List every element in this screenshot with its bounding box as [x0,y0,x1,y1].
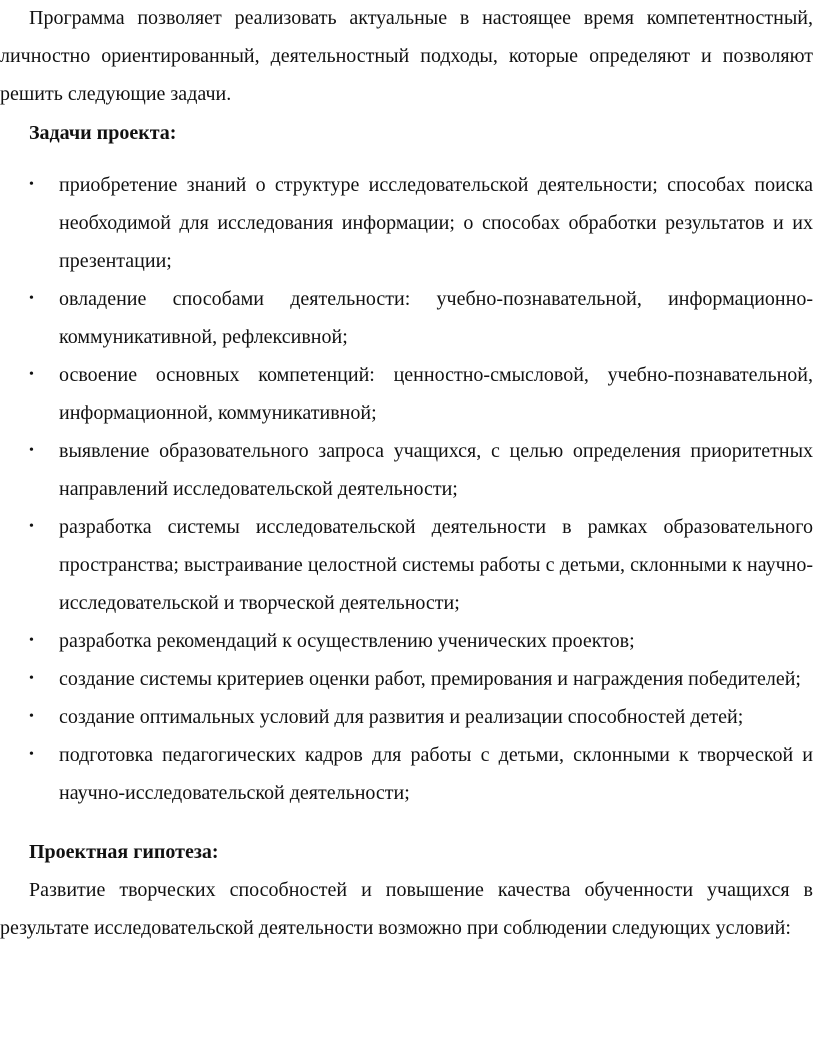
bullet-icon: • [29,291,34,306]
list-item-text: приобретение знаний о структуре исследовательской деятельности; способах поиска необходимой для исследования информации; о способах обработки результатов и их презентации; [59,174,813,272]
list-item [0,660,816,698]
list-item-text: овладение способами деятельности: учебно-познавательной, информационно-коммуникативной, рефлексивной; [59,288,813,348]
tasks-heading: Задачи проекта: [29,122,177,144]
list-item-text: разработка системы исследовательской деятельности в рамках образовательного пространства; выстраивание целостной системы работы с детьми, склонными к научно-исследовательской и творческой деятельности; [59,516,813,614]
list-item [0,622,816,660]
intro-paragraph: Программа позволяет реализовать актуальные в настоящее время компетентностный, личностно ориентированный, деятельностный подходы, которые определяют и позволяют решить следующие задачи. [0,7,813,105]
bullet-icon: • [29,747,34,762]
list-item-text: выявление образовательного запроса учащихся, с целью определения приоритетных направлений исследовательской деятельности; [59,440,813,500]
tasks-list [0,166,816,812]
list-item-text: разработка рекомендаций к осуществлению ученических проектов; [59,630,635,652]
list-item [0,356,816,432]
list-item [0,698,816,736]
bullet-icon: • [29,367,34,382]
list-item-text: подготовка педагогических кадров для работы с детьми, склонными к творческой и научно-исследовательской деятельности; [59,744,813,804]
bullet-icon: • [29,633,34,648]
bullet-icon: • [29,443,34,458]
list-item [0,432,816,508]
list-item [0,508,816,622]
bullet-icon: • [29,709,34,724]
hypothesis-heading: Проектная гипотеза: [29,841,219,863]
list-item-text: создание системы критериев оценки работ, премирования и награждения победителей; [59,668,801,690]
list-item [0,736,816,812]
list-item [0,166,816,280]
bullet-icon: • [29,177,34,192]
bullet-icon: • [29,671,34,686]
list-item-text: освоение основных компетенций: ценностно-смысловой, учебно-познавательной, информационной, коммуникативной; [59,364,813,424]
bullet-icon: • [29,519,34,534]
list-item [0,280,816,356]
list-item-text: создание оптимальных условий для развития и реализации способностей детей; [59,706,744,728]
hypothesis-paragraph: Развитие творческих способностей и повышение качества обученности учащихся в результате исследовательской деятельности возможно при соблюдении следующих условий: [0,879,813,939]
